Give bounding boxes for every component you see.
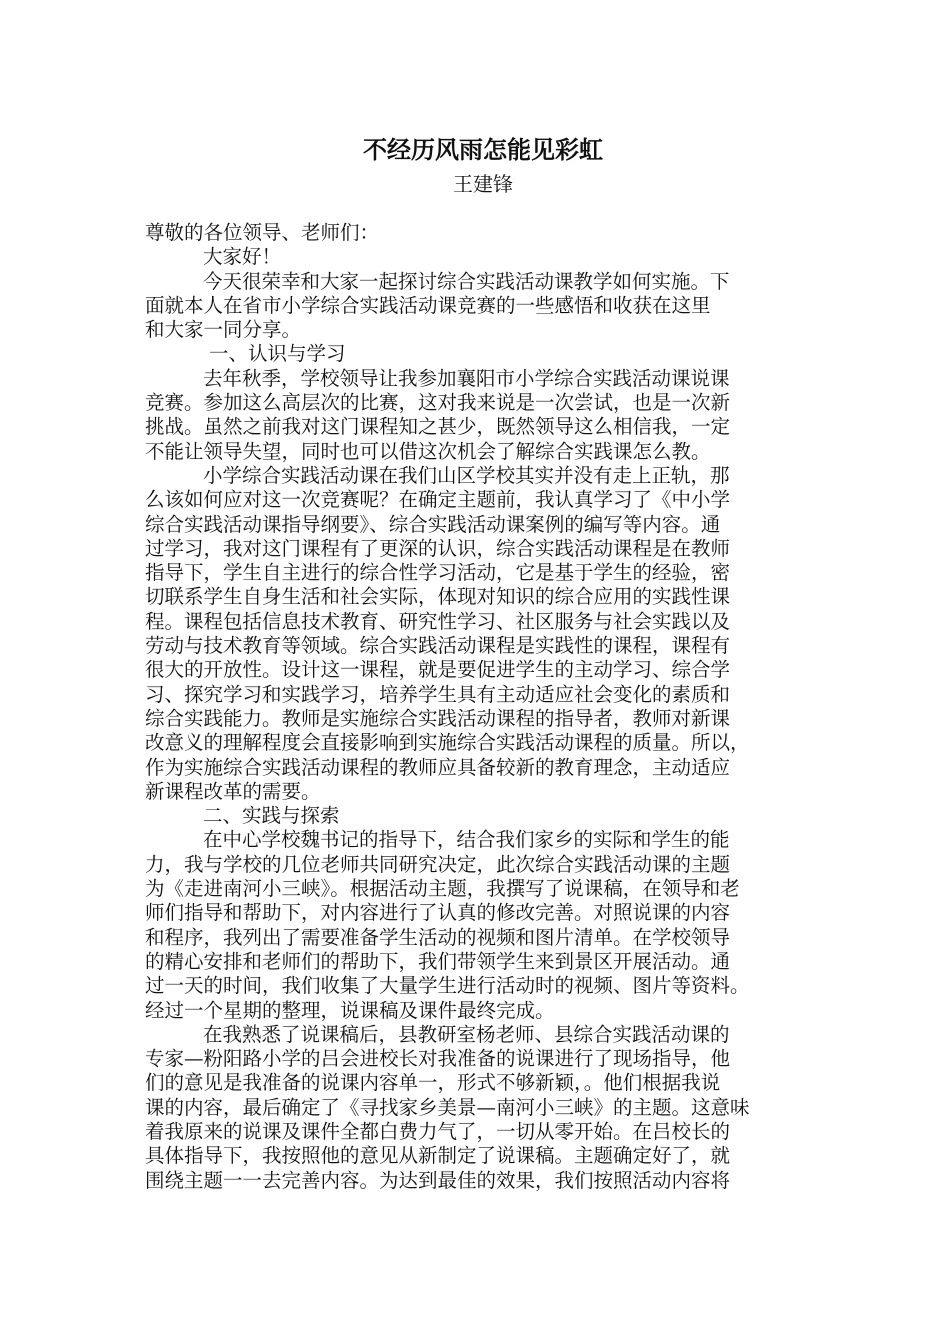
paragraph-line: 为《走进南河小三峡》。根据活动主题，我撰写了说课稿，在领导和老 xyxy=(145,877,740,901)
paragraph-line: 新课程改革的需要。 xyxy=(145,779,321,803)
paragraph-line: 挑战。虽然之前我对这门课程知之甚少，既然领导这么相信我，一定 xyxy=(145,415,731,439)
paragraph-line: 课的内容，最后确定了《寻找家乡美景—南河小三峡》的主题。这意味 xyxy=(145,1095,750,1119)
paragraph-line: 竞赛。参加这么高层次的比赛，这对我来说是一次尝试，也是一次新 xyxy=(145,391,731,415)
paragraph-line: 劳动与技术教育等领域。综合实践活动课程是实践性的课程，课程有 xyxy=(145,634,731,658)
paragraph-line: 们的意见是我准备的说课内容单一，形式不够新颖，。他们根据我说 xyxy=(145,1071,721,1095)
section-heading-2: 二、实践与探索 xyxy=(203,804,340,828)
greeting-line: 大家好！ xyxy=(203,245,282,269)
document-author: 王建锋 xyxy=(453,172,513,196)
paragraph-line: 很大的开放性。设计这一课程，就是要促进学生的主动学习、综合学 xyxy=(145,658,731,682)
paragraph-line: 小学综合实践活动课在我们山区学校其实并没有走上正轨，那 xyxy=(203,463,730,487)
paragraph-line: 专家—粉阳路小学的吕会进校长对我准备的说课进行了现场指导，他 xyxy=(145,1047,731,1071)
paragraph-line: 么该如何应对这一次竞赛呢？在确定主题前，我认真学习了《中小学 xyxy=(145,488,731,512)
paragraph-line: 在我熟悉了说课稿后，县教研室杨老师、县综合实践活动课的 xyxy=(203,1022,730,1046)
paragraph-line: 力，我与学校的几位老师共同研究决定，此次综合实践活动课的主题 xyxy=(145,852,731,876)
paragraph-line: 综合实践活动课指导纲要》、综合实践活动课案例的编写等内容。通 xyxy=(145,512,721,536)
section-heading-1: 一、认识与学习 xyxy=(209,342,346,366)
paragraph-line: 经过一个星期的整理，说课稿及课件最终完成。 xyxy=(145,998,555,1022)
paragraph-line: 改意义的理解程度会直接影响到实施综合实践活动课程的质量。所以， xyxy=(145,731,750,755)
paragraph-line: 综合实践能力。教师是实施综合实践活动课程的指导者，教师对新课 xyxy=(145,706,731,730)
paragraph-line: 的精心安排和老师们的帮助下，我们带领学生来到景区开展活动。通 xyxy=(145,949,731,973)
paragraph-line: 具体指导下，我按照他的意见从新制定了说课稿。主题确定好了，就 xyxy=(145,1144,731,1168)
paragraph-line: 程。课程包括信息技术教育、研究性学习、社区服务与社会实践以及 xyxy=(145,609,731,633)
document-page xyxy=(145,133,821,1193)
paragraph-line: 今天很荣幸和大家一起探讨综合实践活动课教学如何实施。下 xyxy=(203,269,730,293)
paragraph-line: 过一天的时间，我们收集了大量学生进行活动时的视频、图片等资料。 xyxy=(145,974,750,998)
paragraph-line: 围绕主题一一去完善内容。为达到最佳的效果，我们按照活动内容将 xyxy=(145,1168,731,1192)
paragraph-line: 不能让领导失望，同时也可以借这次机会了解综合实践课怎么教。 xyxy=(145,439,711,463)
paragraph-line: 作为实施综合实践活动课程的教师应具备较新的教育理念，主动适应 xyxy=(145,755,731,779)
document-body xyxy=(145,221,821,1193)
document-title: 不经历风雨怎能见彩虹 xyxy=(363,135,603,164)
paragraph-line: 面就本人在省市小学综合实践活动课竞赛的一些感悟和收获在这里 xyxy=(145,293,711,317)
paragraph-line: 过学习，我对这门课程有了更深的认识，综合实践活动课程是在教师 xyxy=(145,536,731,560)
paragraph-line: 切联系学生自身生活和社会实际，体现对知识的综合应用的实践性课 xyxy=(145,585,731,609)
paragraph-line: 和大家一同分享。 xyxy=(145,318,302,342)
salutation-line: 尊敬的各位领导、老师们： xyxy=(145,221,380,244)
paragraph-line: 在中心学校魏书记的指导下，结合我们家乡的实际和学生的能 xyxy=(203,828,730,852)
paragraph-line: 去年秋季，学校领导让我参加襄阳市小学综合实践活动课说课 xyxy=(203,366,730,390)
paragraph-line: 指导下，学生自主进行的综合性学习活动，它是基于学生的经验，密 xyxy=(145,561,731,585)
paragraph-line: 师们指导和帮助下，对内容进行了认真的修改完善。对照说课的内容 xyxy=(145,901,731,925)
paragraph-line: 习、探究学习和实践学习，培养学生具有主动适应社会变化的素质和 xyxy=(145,682,731,706)
paragraph-line: 着我原来的说课及课件全都白费力气了，一切从零开始。在吕校长的 xyxy=(145,1119,731,1143)
paragraph-line: 和程序，我列出了需要准备学生活动的视频和图片清单。在学校领导 xyxy=(145,925,731,949)
